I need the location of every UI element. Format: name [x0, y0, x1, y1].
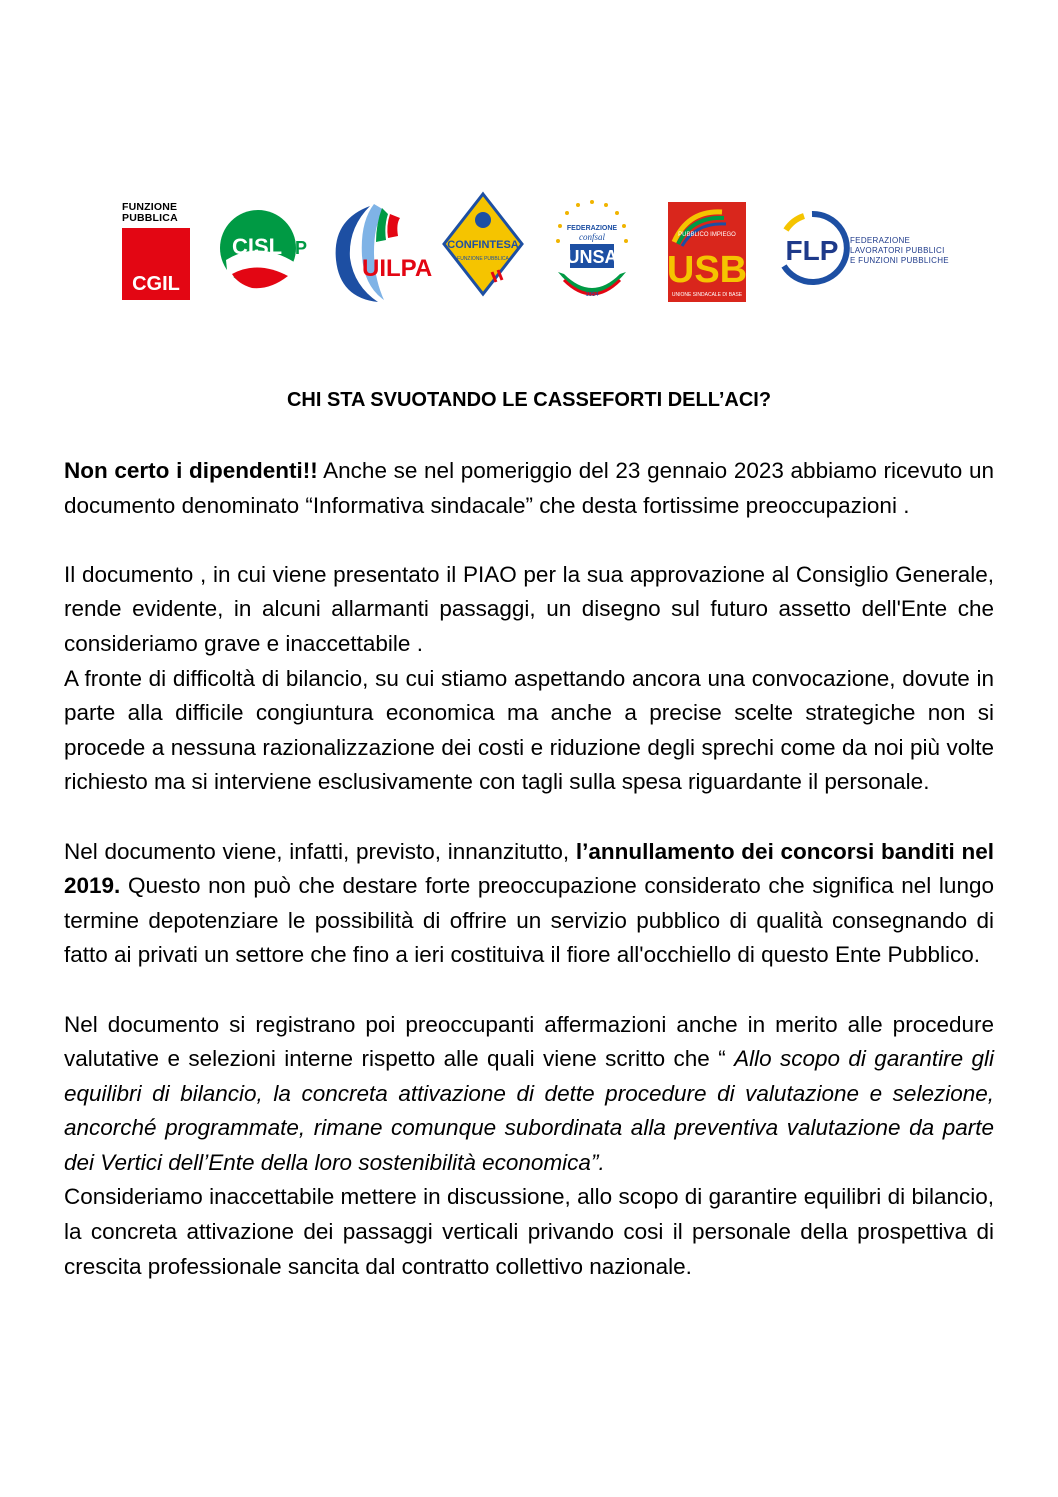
paragraph-5-quote: Allo scopo di garantire gli equilibri di bilancio, la concreta attivazione di dette procedure di valutazione e selezione, ancorché programmate, rimane comunque subordinata alla preventiva valutazione da parte dei Vertici dell’Ente della loro sostenibilità economica”. — [64, 1046, 995, 1175]
flp-caption-line3: E FUNZIONI PUBBLICHE — [850, 256, 949, 265]
usb-logo — [668, 202, 746, 302]
flp-logo — [774, 210, 954, 290]
svg-text:UNIONE SINDACALE DI BASE: UNIONE SINDACALE DI BASE — [671, 292, 743, 298]
confintesa-logo — [442, 192, 524, 296]
paragraph-3: A fronte di difficoltà di bilancio, su cui stiamo aspettando ancora una convocazione, dovute in parte alla difficile congiuntura economica ma anche a precise scelte strategiche non si procede a nessuna razionalizzazione dei costi e riduzione degli sprechi come da noi più volte richiesto ma si interviene esclusivamente con tagli sulla spesa riguardante il personale. — [64, 665, 994, 795]
document-title: CHI STA SVUOTANDO LE CASSEFORTI DELL’ACI? — [286, 389, 772, 411]
flp-caption-line1: FEDERAZIONE — [850, 236, 911, 245]
paragraph-4 — [64, 835, 994, 973]
svg-text:confsal: confsal — [579, 232, 605, 242]
svg-text:FUNZIONE PUBBLICA: FUNZIONE PUBBLICA — [457, 256, 509, 262]
svg-text:UILPA: UILPA — [362, 255, 433, 282]
svg-text:FEDERAZIONE: FEDERAZIONE — [566, 225, 618, 232]
svg-text:CONFINTESA: CONFINTESA — [447, 239, 519, 251]
paragraph-5 — [64, 1008, 994, 1181]
paragraph-1-bold: Non certo i dipendenti!! — [64, 458, 318, 483]
flp-caption-line2: LAVORATORI PUBBLICI — [850, 246, 945, 255]
paragraph-4-bold: l’annullamento dei concorsi banditi nel 2019. — [64, 838, 994, 899]
cgil-logo-top-text: FUNZIONE PUBBLICA — [122, 201, 178, 224]
fp-cgil-logo — [122, 202, 190, 300]
paragraph-4-text-1: Nel documento viene, infatti, previsto, innanzitutto, — [64, 838, 576, 864]
paragraph-1-text: Anche se nel pomeriggio del 23 gennaio 2023 abbiamo ricevuto un documento denominato “Informativa sindacale” che desta fortissime preoccupazioni . — [64, 458, 994, 518]
cgil-logo-text: CGIL — [132, 273, 180, 295]
svg-text:1954: 1954 — [585, 292, 599, 298]
cisl-fp-logo — [218, 200, 314, 292]
svg-text:PUBBLICO IMPIEGO: PUBBLICO IMPIEGO — [678, 232, 736, 238]
flp-logo-caption — [850, 236, 949, 266]
svg-text:USB: USB — [666, 249, 748, 291]
uilpa-logo — [326, 200, 433, 304]
paragraph-5-text: Nel documento si registrano poi preoccupanti affermazioni anche in merito alle procedure valutative e selezioni interne rispetto alle quali viene scritto che “ — [64, 1011, 994, 1072]
svg-text:FP: FP — [284, 238, 308, 258]
union-logos-row — [118, 192, 948, 320]
svg-text:CISL: CISL — [232, 234, 283, 259]
document-body — [64, 454, 994, 1284]
svg-text:FLP: FLP — [785, 235, 839, 266]
cgil-logo-red-box — [122, 228, 190, 300]
paragraph-4-text-2: Questo non può che destare forte preoccupazione considerato che significa nel lungo termine depotenziare le possibilità di offrire un servizio pubblico di qualità consegnando di fatto ai privati un settore che fino a ieri costituiva il fiore all'occhiello di questo Ente Pubblico. — [64, 873, 994, 968]
unsa-confsal-logo — [550, 196, 634, 306]
paragraph-6: Consideriamo inaccettabile mettere in discussione, allo scopo di garantire equilibri di bilancio, la concreta attivazione dei passaggi verticali privando cosi il personale della prospettiva di crescita professionale sancita dal contratto collettivo nazionale. — [64, 1184, 994, 1279]
paragraph-2: Il documento , in cui viene presentato il PIAO per la sua approvazione al Consiglio Generale, rende evidente, in alcuni allarmanti passaggi, un disegno sul futuro assetto dell'Ente che consideriamo grave e inaccettabile . — [64, 561, 994, 656]
svg-text:UNSA: UNSA — [566, 247, 618, 267]
paragraph-1 — [64, 454, 994, 523]
